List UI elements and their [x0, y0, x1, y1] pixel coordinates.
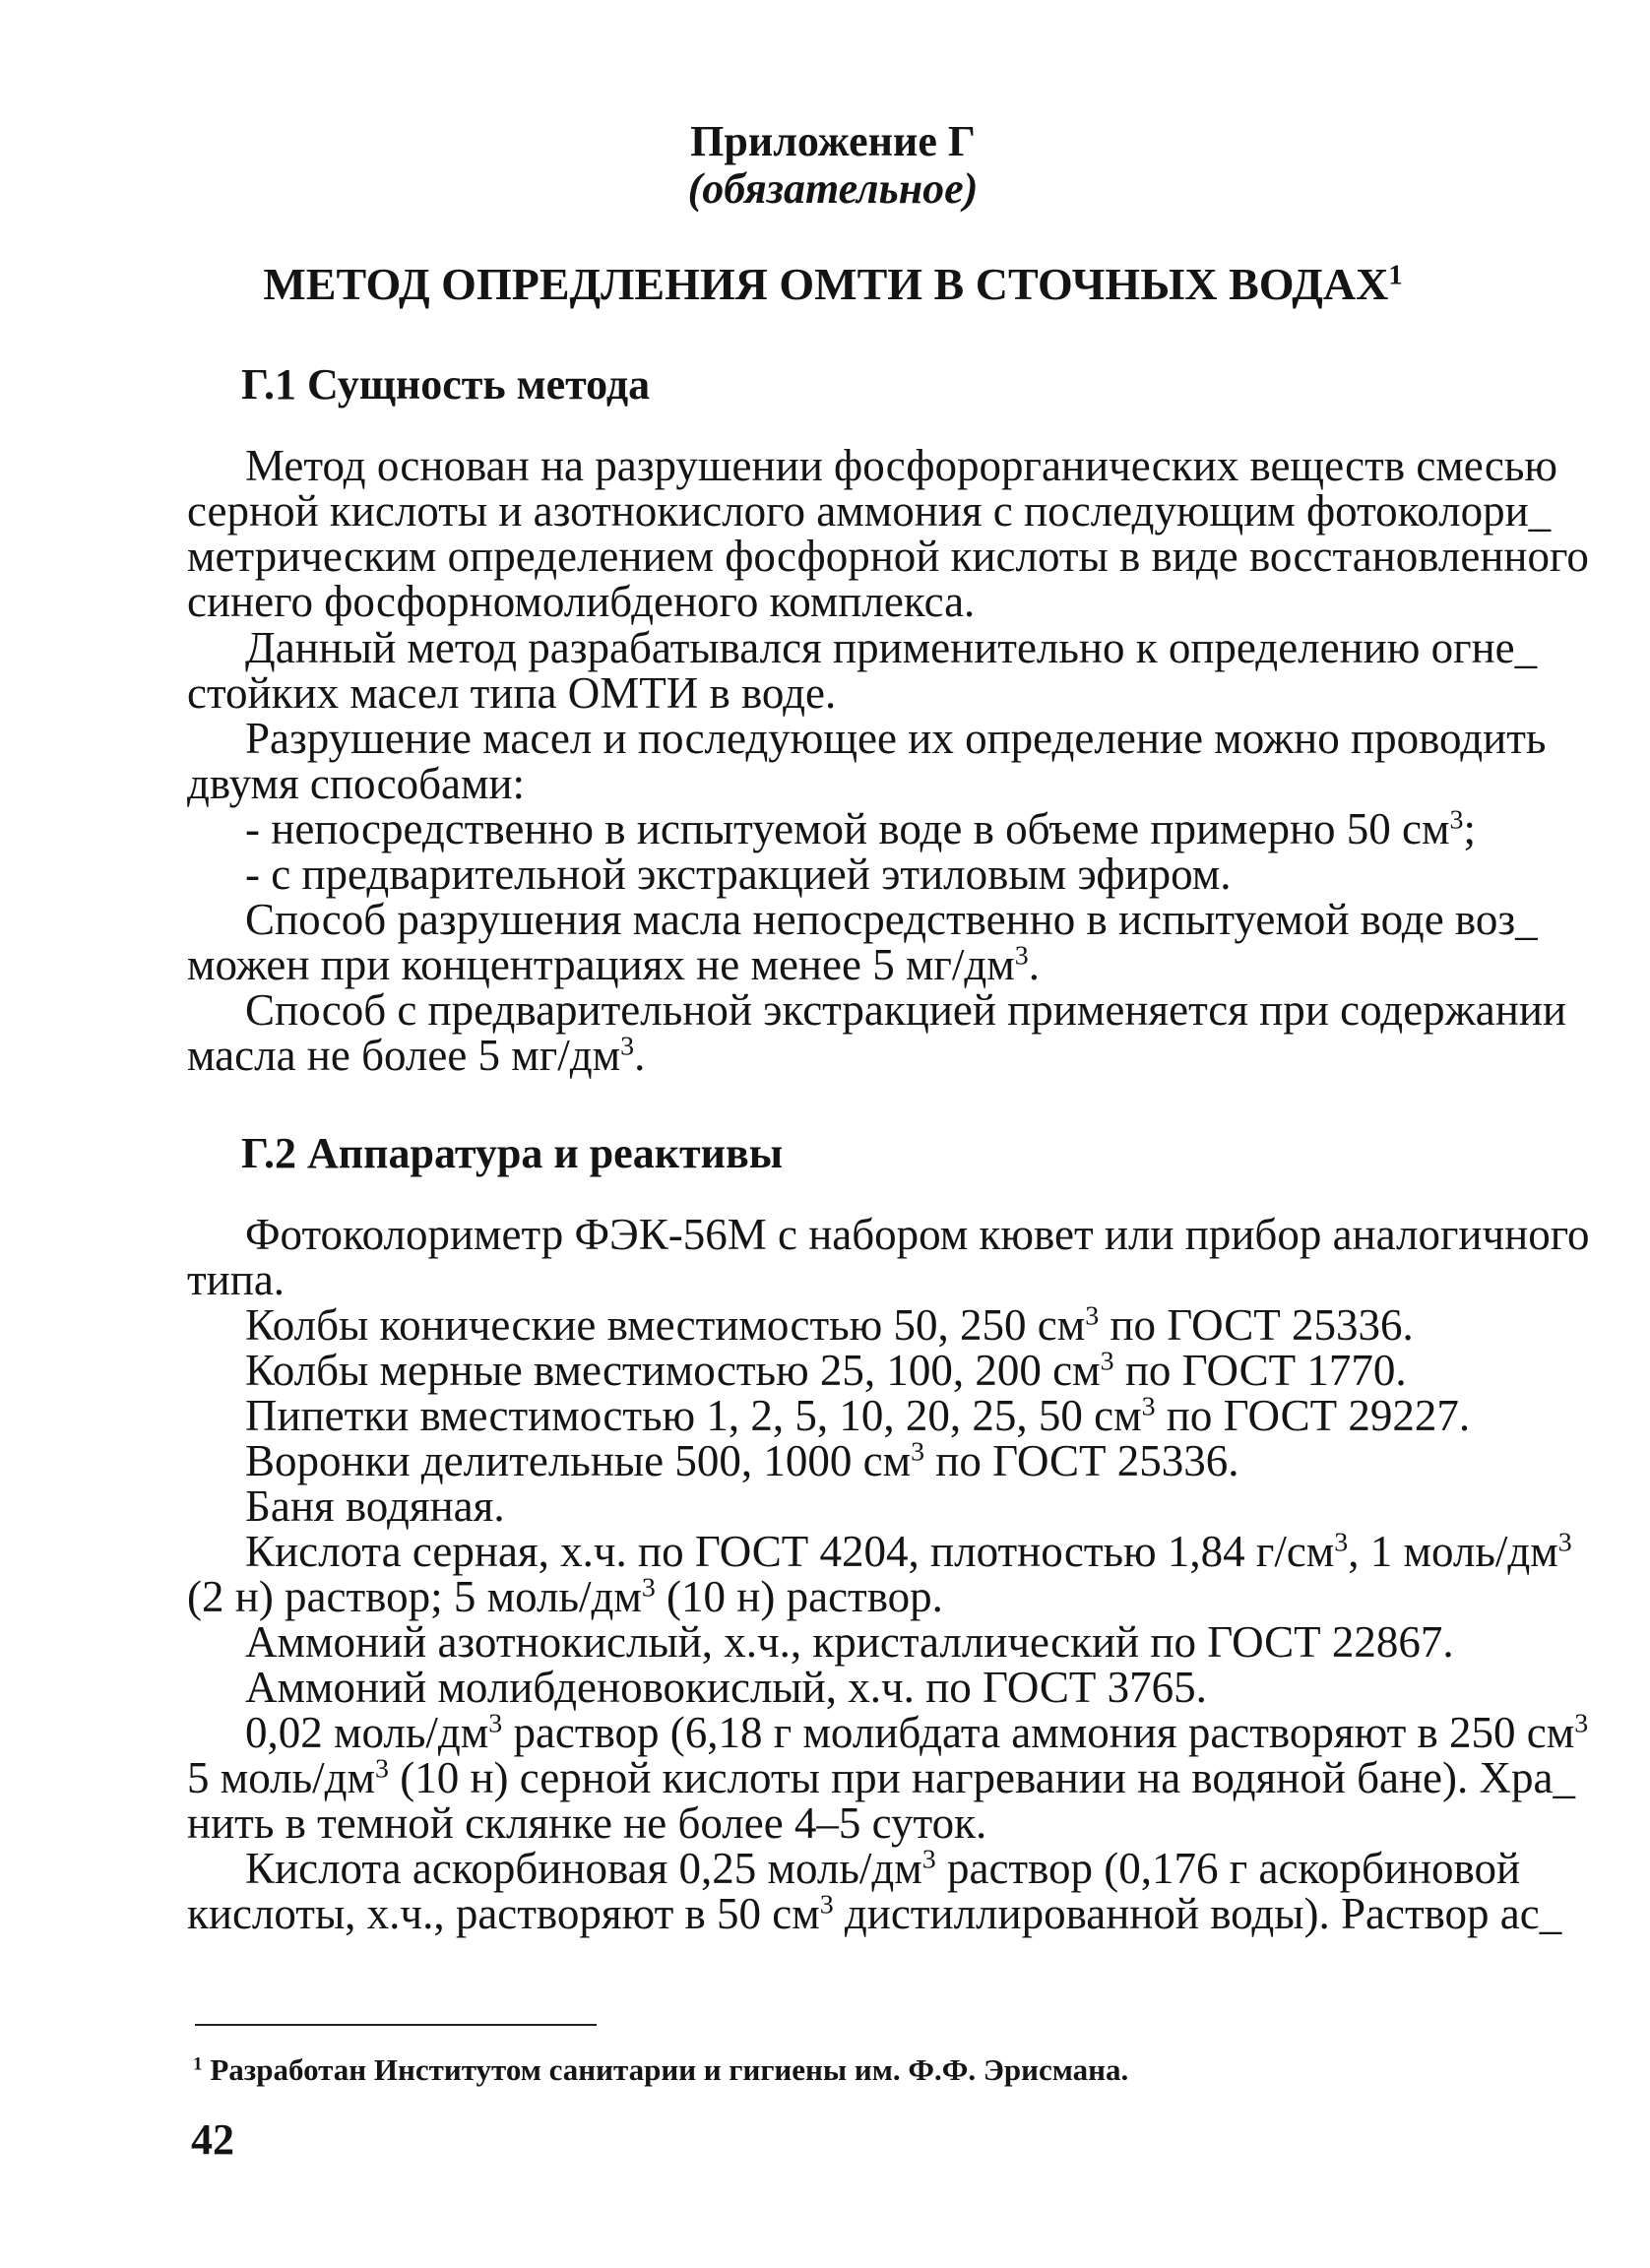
- document-title: [187, 261, 1479, 307]
- reagent-item: Аммоний молибденовокислый, х.ч. по ГОСТ 3765.: [245, 1663, 1207, 1712]
- text-part: (10 н) раствор.: [655, 1572, 943, 1621]
- document-title-text: МЕТОД ОПРЕДЛЕНИЯ ОМТИ В СТОЧНЫХ ВОДАХ: [263, 259, 1389, 309]
- page-number: 42: [191, 2115, 234, 2164]
- section-heading-1: Г.1 Сущность метода: [241, 360, 651, 409]
- text-line: [245, 1844, 1521, 1893]
- equipment-item: Баня водяная.: [245, 1481, 505, 1531]
- text-line: [187, 942, 1479, 988]
- text-line: Фотоколориметр ФЭК-56М с набором кювет или прибор аналогичного: [245, 1210, 1590, 1259]
- item-text-end: по ГОСТ 29227.: [1155, 1391, 1471, 1440]
- superscript: 3: [620, 1031, 635, 1062]
- text-part: 0,02 моль/дм: [245, 1708, 489, 1757]
- item-text: Колбы конические вместимостью 50, 250 см: [245, 1300, 1086, 1350]
- superscript: 3: [1334, 1527, 1349, 1558]
- text-line: нить в темной склянке не более 4–5 суток.: [187, 1798, 987, 1848]
- text-line: [187, 1889, 1562, 1938]
- text-part: Кислота серная, х.ч. по ГОСТ 4204, плотностью 1,84 г/см: [245, 1527, 1335, 1576]
- item-text: Колбы мерные вместимостью 25, 100, 200 см: [245, 1346, 1101, 1395]
- item-text-end: по ГОСТ 1770.: [1113, 1346, 1407, 1395]
- superscript: 3: [921, 1844, 936, 1875]
- list-item: [245, 806, 1537, 852]
- text-line: двумя способами:: [187, 759, 526, 808]
- superscript: 3: [1141, 1391, 1156, 1422]
- text-line-end: .: [634, 1031, 646, 1080]
- text-line-content: можен при концентрациях не менее 5 мг/дм: [187, 940, 1015, 989]
- superscript: 3: [1557, 1527, 1572, 1558]
- text-line: Способ с предварительной экстракцией применяется при содержании: [245, 985, 1566, 1035]
- reagent-item: Аммоний азотнокислый, х.ч., кристаллический по ГОСТ 22867.: [245, 1617, 1454, 1667]
- list-item-text: - непосредственно в испытуемой воде в объеме примерно 50 см: [245, 804, 1450, 853]
- superscript: 3: [1574, 1708, 1589, 1739]
- text-part: кислоты, х.ч., растворяют в 50 см: [187, 1889, 820, 1938]
- text-line: Способ разрушения масла непосредственно в испытуемой воде воз_: [245, 895, 1538, 944]
- text-part: (2 н) раствор; 5 моль/дм: [187, 1572, 642, 1621]
- superscript: 3: [1085, 1300, 1100, 1332]
- text-line: стойких масел типа ОМТИ в воде.: [187, 668, 837, 718]
- item-text-end: по ГОСТ 25336.: [1099, 1300, 1414, 1350]
- text-line: синего фосфорномолибденого комплекса.: [187, 577, 976, 626]
- list-item-end: ;: [1463, 804, 1476, 853]
- text-line: [245, 1527, 1572, 1576]
- text-line-end: .: [1028, 940, 1040, 989]
- item-text: Воронки делительные 500, 1000 см: [245, 1436, 912, 1485]
- text-part: Кислота аскорбиновая 0,25 моль/дм: [245, 1844, 922, 1893]
- text-line: Метод основан на разрушении фосфорорганических веществ смесью: [245, 441, 1557, 490]
- superscript: 3: [488, 1708, 503, 1739]
- superscript: 3: [375, 1753, 389, 1785]
- text-line: [245, 1708, 1589, 1757]
- equipment-item: [245, 1348, 1537, 1394]
- text-line: [187, 1753, 1575, 1802]
- text-line: Разрушение масел и последующее их определение можно проводить: [245, 714, 1547, 763]
- text-part: дистиллированной воды). Раствор ас_: [833, 1889, 1562, 1938]
- equipment-item: [245, 1302, 1537, 1349]
- item-text: Пипетки вместимостью 1, 2, 5, 10, 20, 25, 50 см: [245, 1391, 1142, 1440]
- item-text-end: по ГОСТ 25336.: [924, 1436, 1239, 1485]
- superscript: 3: [819, 1889, 834, 1921]
- equipment-item: [245, 1393, 1537, 1439]
- superscript: 3: [1014, 940, 1029, 972]
- text-part: (10 н) серной кислоты при нагревании на водяной бане). Хра_: [388, 1753, 1575, 1802]
- text-line-content: масла не более 5 мг/дм: [187, 1031, 621, 1080]
- footnote-divider: [195, 2024, 597, 2026]
- footnote-mark: 1: [193, 2053, 203, 2075]
- text-line: серной кислоты и азотнокислого аммония с последующим фотоколори_: [187, 486, 1552, 536]
- section-heading-2: Г.2 Аппаратура и реактивы: [241, 1129, 784, 1177]
- footnote: [193, 2053, 1128, 2087]
- text-line: Данный метод разрабатывался применительно к определению огне_: [245, 623, 1538, 672]
- footnote-text: Разработан Институтом санитарии и гигиены им. Ф.Ф. Эрисмана.: [202, 2052, 1129, 2087]
- superscript: 3: [1449, 804, 1464, 836]
- appendix-label: Приложение Г: [690, 117, 976, 165]
- text-part: раствор (0,176 г аскорбиновой: [935, 1844, 1521, 1893]
- text-part: , 1 моль/дм: [1348, 1527, 1558, 1576]
- title-footnote-mark: 1: [1388, 260, 1403, 291]
- appendix-status: (обязательное): [687, 164, 979, 213]
- text-line: [187, 1574, 1479, 1620]
- superscript: 3: [911, 1436, 925, 1468]
- equipment-item: [245, 1438, 1537, 1484]
- superscript: 3: [641, 1572, 656, 1604]
- text-part: 5 моль/дм: [187, 1753, 375, 1802]
- text-line: [187, 1033, 1479, 1079]
- text-line: метрическим определением фосфорной кислоты в виде восстановленного: [187, 532, 1589, 581]
- text-line: типа.: [187, 1255, 286, 1304]
- text-part: раствор (6,18 г молибдата аммония растворяют в 250 см: [502, 1708, 1575, 1757]
- list-item: - с предварительной экстракцией этиловым эфиром.: [245, 850, 1232, 899]
- superscript: 3: [1100, 1346, 1114, 1377]
